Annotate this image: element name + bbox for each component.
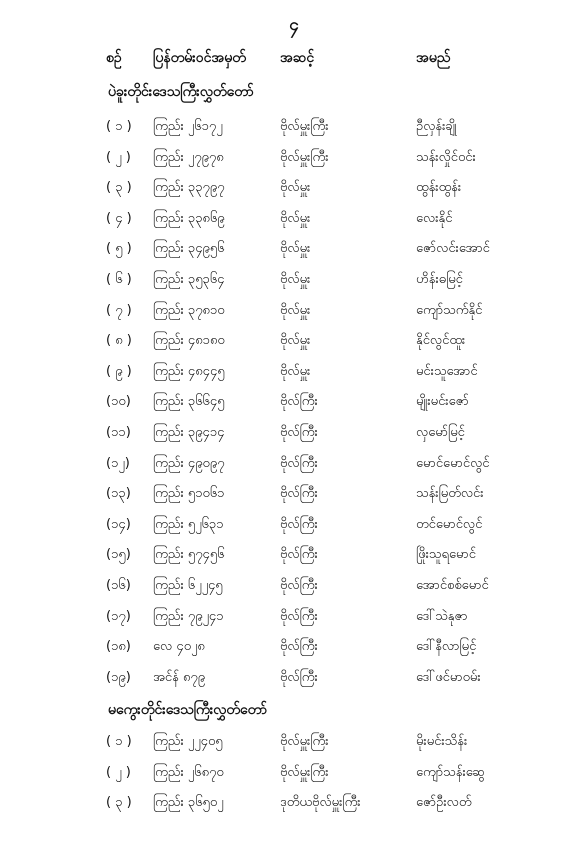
cell-gazette-number: ကြည်း ၂၇၉၇၈ (153, 149, 224, 165)
cell-name: ဒေါ်နီလာမြင့် (416, 639, 477, 655)
cell-rank: ဗိုလ်ကြီး (280, 669, 318, 685)
table-row (0, 210, 588, 234)
cell-rank: ဗိုလ်မှူး (280, 180, 311, 196)
cell-rank: ဗိုလ်မှူးကြီး (280, 149, 329, 165)
section-title: မကွေးတိုင်းဒေသကြီးလွှတ်တော် (108, 702, 268, 718)
cell-serial: (၁၉) (106, 669, 131, 685)
cell-name: လှမော်မြင့် (416, 425, 465, 440)
cell-name: ဖြိုးသူရမောင် (416, 547, 476, 563)
cell-gazette-number: ကြည်း ၅၂၆၃၁ (153, 516, 224, 532)
cell-name: ဇော်ဦးလတ် (416, 795, 472, 811)
cell-gazette-number: ကြည်း ၂၆၈၇၀ (153, 764, 224, 780)
cell-gazette-number: လေ ၄၀၂၈ (153, 639, 205, 655)
cell-name: ဇော်လင်းအောင် (416, 241, 490, 257)
cell-gazette-number: ကြည်း ၃၆၅၀၂ (153, 795, 224, 811)
cell-gazette-number: ကြည်း ၃၄၉၅၆ (153, 241, 225, 257)
cell-name: ထွန်းထွန်း (416, 180, 462, 196)
cell-serial: (၁၈) (106, 639, 131, 655)
cell-gazette-number: ကြည်း ၃၆၆၄၅ (153, 394, 225, 410)
cell-name: ဟိန်းဓမြင့် (416, 272, 463, 287)
cell-rank: ဗိုလ်မှူး (280, 333, 311, 349)
cell-name: မင်းသူအောင် (416, 363, 478, 379)
cell-serial: (၁၇) (106, 608, 131, 624)
cell-rank: ဗိုလ်ကြီး (280, 455, 318, 471)
header-rank: အဆင့် (280, 50, 315, 66)
table-row (0, 179, 588, 203)
cell-serial: (၁၄) (106, 516, 131, 532)
cell-gazette-number: ကြည်း ၅၁၀၆၁ (153, 486, 225, 502)
cell-name: လေးနိုင် (416, 210, 453, 226)
table-row (0, 455, 588, 479)
table-row (0, 516, 588, 540)
cell-gazette-number: ကြည်း ၄၈၁၈၀ (153, 333, 225, 349)
table-row (0, 546, 588, 570)
cell-rank: ဗိုလ်မှူးကြီး (280, 734, 329, 749)
cell-serial: ( ၃ ) (106, 180, 132, 196)
cell-name: အောင်စစ်မောင် (416, 578, 489, 593)
cell-gazette-number: ကြည်း ၅၇၄၅၆ (153, 547, 225, 563)
cell-serial: ( ၂ ) (106, 149, 131, 165)
cell-rank: ဗိုလ်မှူးကြီး (280, 119, 329, 134)
cell-name: ဒေါ်သဲနုဇာ (416, 608, 468, 624)
cell-serial: ( ၉ ) (106, 363, 132, 379)
cell-gazette-number: ကြည်း ၃၅၃၆၄ (153, 272, 225, 287)
cell-gazette-number: ကြည်း ၃၇၈၁၀ (153, 302, 225, 318)
cell-rank: ဗိုလ်ကြီး (280, 486, 318, 502)
cell-name: နိုင်လွင်ထူး (416, 333, 466, 349)
cell-rank: ဗိုလ်မှူး (280, 302, 311, 318)
table-row (0, 302, 588, 326)
cell-serial: (၁၁) (106, 425, 131, 440)
page-number: ၄ (289, 15, 299, 35)
table-row (0, 271, 588, 295)
cell-name: တင်မောင်လွင် (416, 516, 483, 532)
cell-rank: ဗိုလ်မှူးကြီး (280, 764, 329, 780)
cell-rank: ဗိုလ်ကြီး (280, 639, 318, 655)
table-row (0, 733, 588, 757)
cell-serial: ( ၆ ) (106, 272, 132, 287)
cell-gazette-number: အင်န် ၈၇၉ (153, 669, 206, 685)
cell-name: ဒေါ်ဖင်မာဝမ်း (416, 669, 481, 685)
table-row (0, 638, 588, 662)
table-row (0, 240, 588, 264)
cell-name: မျိုးမင်းဇော် (416, 394, 469, 410)
cell-name: မောင်မောင်လွင် (416, 455, 490, 471)
cell-gazette-number: ကြည်း ၂၂၄၀၅ (153, 734, 223, 749)
cell-gazette-number: ကြည်း ၄၈၄၄၅ (153, 363, 225, 379)
cell-serial: (၁၀) (106, 394, 131, 410)
cell-serial: ( ၂ ) (106, 764, 131, 780)
table-row (0, 424, 588, 448)
cell-name: ကျော်သက်နိုင် (416, 302, 483, 318)
cell-rank: ဗိုလ်ကြီး (280, 547, 318, 563)
cell-serial: (၁၃) (106, 486, 131, 502)
table-row (0, 669, 588, 693)
cell-name: ကျော်သန်းဆွေ (416, 764, 485, 780)
table-row (0, 332, 588, 356)
cell-name: သန်းလှိုင်ဝင်း (416, 149, 476, 165)
table-row (0, 794, 588, 818)
section-title: ပဲခူးတိုင်းဒေသကြီးလွှတ်တော် (108, 84, 254, 100)
cell-name: မိုးမင်းသိန်း (416, 734, 468, 749)
cell-serial: (၁၅) (106, 547, 131, 563)
cell-rank: ဗိုလ်ကြီး (280, 578, 318, 593)
header-serial: စဉ် (106, 50, 122, 66)
cell-serial: ( ၇ ) (106, 302, 132, 318)
cell-gazette-number: ကြည်း ၇၉၂၄၁ (153, 608, 224, 624)
cell-gazette-number: ကြည်း ၃၃၈၆၉ (153, 210, 225, 226)
table-row (0, 363, 588, 387)
cell-gazette-number: ကြည်း ၃၉၄၁၄ (153, 425, 225, 440)
cell-rank: ဒုတိယဗိုလ်မှူးကြီး (280, 795, 361, 811)
cell-gazette-number: ကြည်း ၃၃၇၉၇ (153, 180, 225, 196)
table-row (0, 764, 588, 788)
cell-serial: ( ၅ ) (106, 241, 132, 257)
cell-rank: ဗိုလ်ကြီး (280, 425, 318, 440)
cell-serial: ( ၁ ) (106, 734, 132, 749)
cell-rank: ဗိုလ်မှူး (280, 363, 311, 379)
table-row (0, 608, 588, 632)
table-row (0, 118, 588, 142)
cell-serial: ( ၈ ) (106, 333, 132, 349)
cell-rank: ဗိုလ်ကြီး (280, 516, 318, 532)
cell-serial: (၁၂) (106, 455, 130, 471)
cell-serial: ( ၄ ) (106, 210, 132, 226)
table-row (0, 393, 588, 417)
header-name: အမည် (416, 50, 451, 66)
cell-rank: ဗိုလ်ကြီး (280, 394, 318, 410)
cell-serial: ( ၃ ) (106, 795, 132, 811)
cell-gazette-number: ကြည်း ၆၂၂၄၅ (153, 578, 223, 593)
cell-name: သန်းမြတ်လင်း (416, 486, 484, 502)
table-row (0, 577, 588, 601)
table-header (0, 48, 588, 72)
cell-rank: ဗိုလ်မှူး (280, 272, 311, 287)
cell-serial: (၁၆) (106, 578, 131, 593)
cell-name: ဉီလှန်းချို (416, 119, 457, 134)
header-gazette-number: ပြန်တမ်းဝင်အမှတ် (153, 50, 246, 66)
table-row (0, 149, 588, 173)
cell-rank: ဗိုလ်မှူး (280, 210, 311, 226)
table-row (0, 485, 588, 509)
cell-gazette-number: ကြည်း ၄၉၀၉၇ (153, 455, 225, 471)
cell-rank: ဗိုလ်ကြီး (280, 608, 318, 624)
cell-serial: ( ၁ ) (106, 119, 132, 134)
cell-gazette-number: ကြည်း ၂၆၁၇၂ (153, 119, 223, 134)
cell-rank: ဗိုလ်မှူး (280, 241, 311, 257)
